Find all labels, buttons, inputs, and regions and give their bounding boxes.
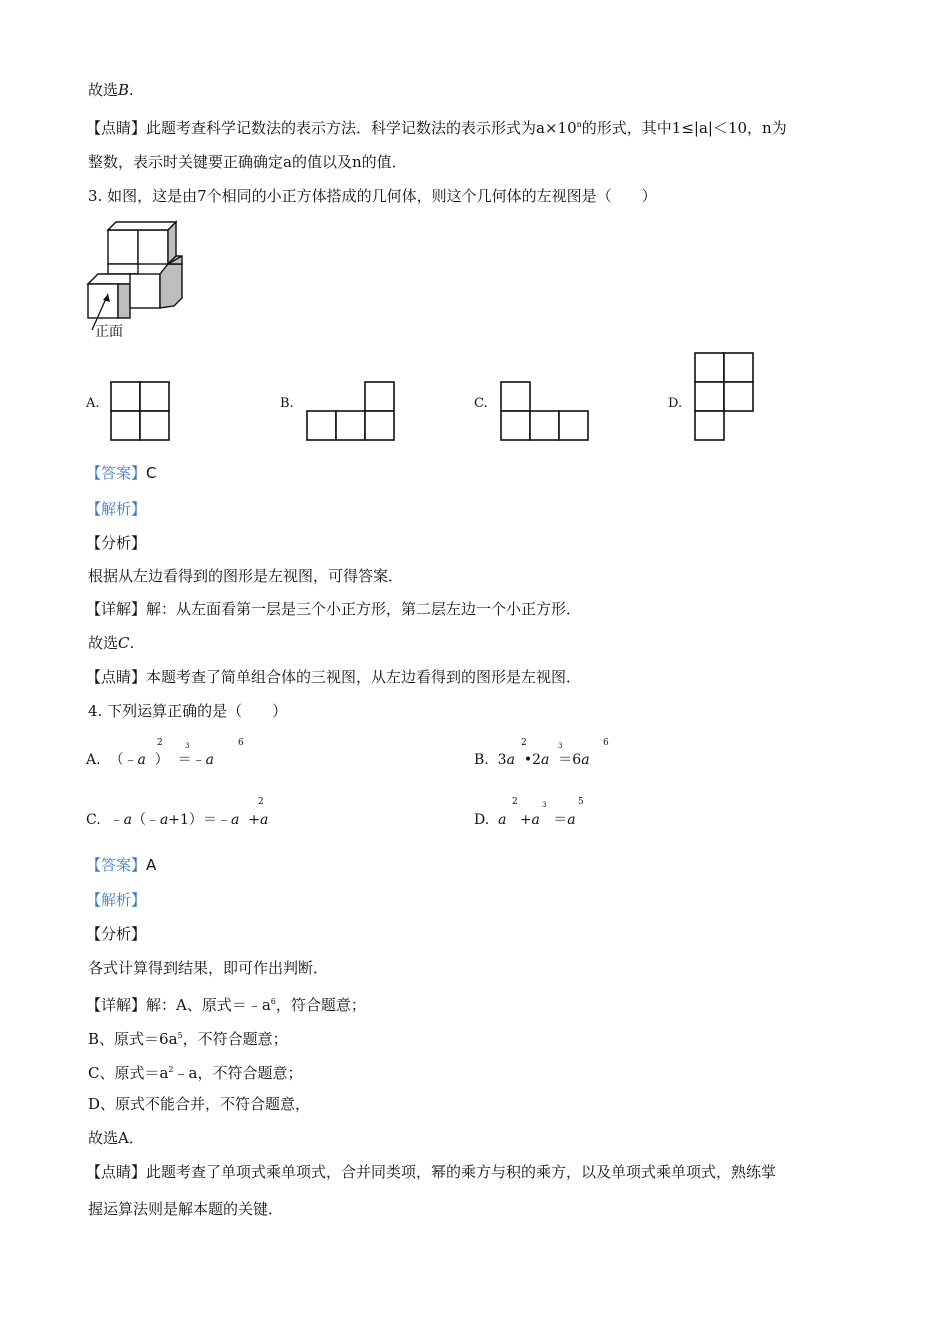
q4-option-d-label: D. (474, 812, 490, 828)
prev-conclusion (88, 80, 134, 100)
q4-stem-line (88, 701, 287, 721)
q4-detail-c (88, 1060, 302, 1083)
q3-option-a-label[interactable]: A. (86, 396, 100, 411)
q4-option-c-var2: a (159, 812, 169, 828)
prev-remark-text-1: 此题考查科学记数法的表示方法．科学记数法的表示形式为a×10 (146, 119, 577, 137)
q3-option-d-figure[interactable] (694, 352, 756, 444)
q4-stem: 下列运算正确的是（ ） (107, 702, 288, 720)
q3-option-b-figure[interactable] (304, 381, 398, 443)
q4-analysis-tag: 【解析】 (86, 891, 147, 909)
prev-remark (86, 115, 787, 138)
q3-answer (86, 463, 157, 483)
q3-option-b-label[interactable]: B. (280, 396, 294, 411)
q3-conclusion-prefix: 故选 (88, 634, 119, 652)
q4-option-b-exp1: 2 (521, 738, 527, 748)
q3-stem-line (88, 186, 657, 206)
q4-detail-tag: 【详解】 (86, 996, 147, 1014)
q3-analysis-tag: 【解析】 (86, 500, 147, 518)
q4-option-d-exp3: 5 (578, 797, 584, 807)
q4-option-c-mid: （﹣ (131, 812, 160, 828)
q3-fenxi-tag: 【分析】 (86, 534, 147, 552)
q3-fenxi-text: 根据从左边看得到的图形是左视图，可得答案． (88, 567, 404, 585)
q4-detail-b-sup: 5 (177, 1031, 183, 1040)
prev-conclusion-letter: B (118, 81, 130, 99)
prev-remark-line2: 整数，表示时关键要正确确定a的值以及n的值． (88, 153, 407, 171)
q4-detail-a (86, 992, 366, 1015)
q4-option-a-exp2: 3 (185, 742, 190, 750)
q4-detail-a-1: 解：A、原式＝﹣a (146, 996, 271, 1014)
q3-option-c-label[interactable]: C. (474, 396, 488, 411)
q4-option-c-var1: a (123, 812, 132, 828)
q3-answer-tag: 【答案】 (86, 464, 147, 482)
q4-option-a[interactable] (86, 750, 214, 770)
q3-number: 3. (88, 187, 103, 205)
q3-remark-text: 本题考查了简单组合体的三视图，从左边看得到的图形是左视图． (146, 668, 582, 686)
q4-option-d-plus: + (519, 812, 532, 828)
q4-option-b-label: B. (474, 752, 489, 768)
q4-option-d-exp1: 2 (512, 797, 518, 807)
q4-option-a-label: A. (86, 752, 101, 768)
q4-option-d-var2: a (531, 812, 540, 828)
q4-option-d-var3: a (567, 812, 576, 828)
q4-option-a-exp1: 2 (157, 738, 163, 748)
q4-option-c-exp1: 2 (258, 797, 264, 807)
q4-option-d-exp2: 3 (542, 801, 547, 809)
q4-option-b-coef1: 3 (497, 752, 507, 768)
q4-detail-c-2: ﹣a，不符合题意； (173, 1064, 303, 1082)
q4-answer-tag: 【答案】 (86, 856, 147, 874)
q4-fenxi-tag: 【分析】 (86, 925, 147, 943)
q4-option-d-var1: a (498, 812, 507, 828)
q4-conclusion: 故选A． (88, 1129, 144, 1147)
q4-remark (86, 1162, 776, 1182)
q4-fenxi-text: 各式计算得到结果，即可作出判断． (88, 959, 329, 977)
prev-remark-sup: n (576, 120, 582, 129)
q4-option-a-var: a (137, 752, 146, 768)
q4-option-b-dot: •2 (523, 752, 542, 768)
q4-detail-c-1: C、原式＝a (88, 1064, 169, 1082)
q3-option-d-label[interactable]: D. (668, 396, 683, 411)
q4-number: 4. (88, 702, 103, 720)
q3-option-c-figure[interactable] (498, 381, 592, 443)
q4-option-c-plus2: + (248, 812, 260, 828)
q4-option-b[interactable] (474, 750, 590, 770)
q4-option-b-eq: ＝6 (558, 752, 582, 768)
prev-remark-tag: 【点睛】 (86, 119, 147, 137)
q3-answer-value: C (146, 464, 157, 482)
q4-option-a-open: （﹣ (109, 752, 138, 768)
q3-remark-tag: 【点睛】 (86, 668, 147, 686)
q4-detail-c-sup: 2 (168, 1065, 174, 1074)
q4-option-a-exp3: 6 (238, 738, 244, 748)
q3-conclusion (88, 633, 134, 653)
q3-detail (86, 599, 581, 619)
q4-option-b-exp3: 6 (603, 738, 609, 748)
q3-stem: 如图，这是由7个相同的小正方体搭成的几何体，则这个几何体的左视图是（ ） (107, 187, 657, 205)
q4-answer-value: A (146, 856, 157, 874)
q4-option-b-var2: a (541, 752, 550, 768)
q4-option-c-label: C. (86, 812, 101, 828)
q4-option-c-neg: ﹣ (109, 812, 124, 828)
q4-option-b-exp2: 3 (558, 742, 563, 750)
q4-option-c-var4: a (259, 812, 269, 828)
q3-conclusion-letter: C (118, 634, 130, 652)
q4-detail-a-2: ，符合题意； (275, 996, 366, 1014)
q4-detail-a-sup: 6 (270, 997, 276, 1006)
q4-detail-b-1: B、原式＝6a (88, 1030, 178, 1048)
q4-option-a-var2: a (205, 752, 214, 768)
prev-conclusion-prefix: 故选 (88, 81, 119, 99)
q3-option-a-figure[interactable] (110, 381, 172, 443)
q4-option-a-eq: ＝﹣ (177, 752, 206, 768)
q3-remark (86, 667, 581, 687)
q4-option-c-var3: a (230, 812, 240, 828)
q3-figure-caption: 正面 (95, 324, 123, 340)
q4-detail-b-2: ，不符合题意； (182, 1030, 288, 1048)
q4-remark-line2: 握运算法则是解本题的关键． (88, 1200, 284, 1218)
q3-detail-tag: 【详解】 (86, 600, 147, 618)
q4-option-b-var1: a (506, 752, 515, 768)
q4-detail-b (88, 1026, 288, 1049)
q4-remark-line1: 此题考查了单项式乘单项式，合并同类项，幂的乘方与积的乘方，以及单项式乘单项式，熟练掌 (146, 1163, 777, 1181)
q4-option-b-var3: a (581, 752, 590, 768)
prev-conclusion-end: . (129, 81, 134, 99)
prev-remark-text-2: 的形式，其中1≤|a|＜10，n为 (581, 119, 787, 137)
q4-remark-tag: 【点睛】 (86, 1163, 147, 1181)
q4-option-c-plus1: +1）＝﹣ (168, 812, 231, 828)
q4-option-d-eq: ＝ (553, 812, 568, 828)
q3-conclusion-end: . (129, 634, 135, 652)
q4-option-c[interactable] (86, 810, 268, 830)
q4-detail-d: D、原式不能合并，不符合题意， (88, 1095, 311, 1113)
q4-option-d[interactable] (474, 810, 576, 830)
q3-detail-text: 解：从左面看第一层是三个小正方形，第二层左边一个小正方形． (146, 600, 582, 618)
q4-answer (86, 855, 156, 875)
q4-option-a-close: ） (154, 752, 169, 768)
